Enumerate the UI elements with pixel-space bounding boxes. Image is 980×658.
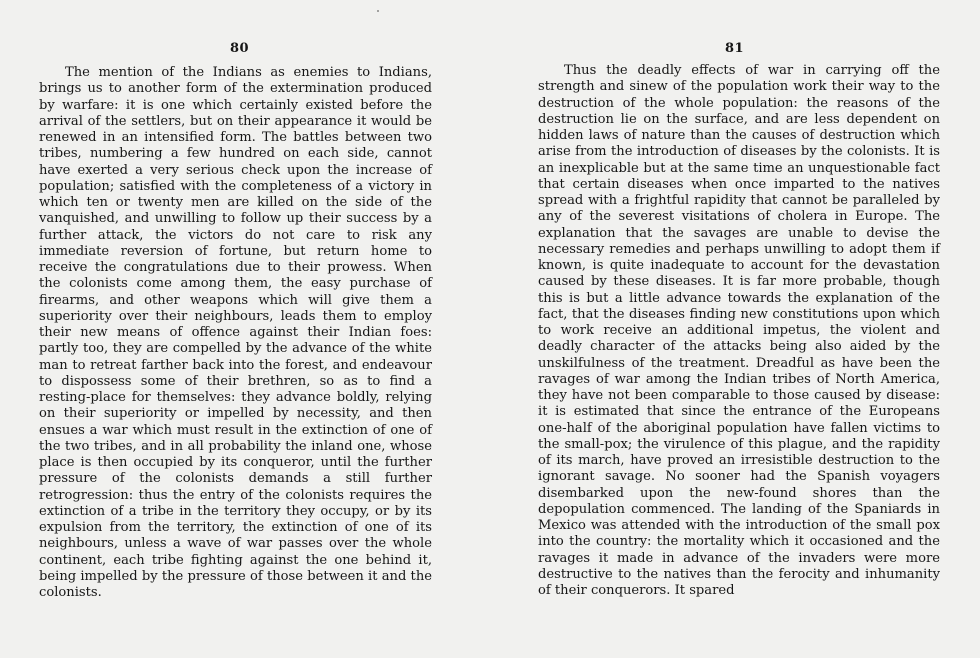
page-number-right: 81: [725, 41, 745, 56]
right-page-paragraph: Thus the deadly effects of war in carrying off the strength and sinew of the population work their way to the destruction of the whole population: the reasons of the destruction lie on the surface, and are less dependent on hidden laws of nature than the causes of destruction which arise from the introduction of diseases by the colonists. It is an inexplicable but at the same time an unquestionable fact that certain diseases when once imparted to the natives spread with a frightful rapidity that cannot be paralleled by any of the severest visitations of cholera in Europe. The explanation that the savages are unable to devise the necessary remedies and perhaps unwilling to adopt them if known, is quite inadequate to account for the devastation caused by these diseases. It is far more probable, though this is but a little advance towards the explanation of the fact, that the diseases finding new constitutions upon which to work receive an additional impetus, the violent and deadly character of the attacks being also aided by the unskilfulness of the treatment. Dreadful as have been the ravages of war among the Indian tribes of North America, they have not been comparable to those caused by disease: it is estimated that since the entrance of the Europeans one-half of the aboriginal population have fallen victims to the small-pox; the virulence of this plague, and the rapidity of its march, have proved an irresistible destruction to the ignorant savage. No sooner had the Spanish voyagers disembarked upon the new-found shores than the depopulation commenced. The landing of the Spaniards in Mexico was attended with the introduction of the small pox into the country: the mortality which it occasioned and the ravages it made in advance of the invaders were more destructive to the natives than the ferocity and inhumanity of their conquerors. It spared: [538, 63, 940, 598]
left-page-paragraph: The mention of the Indians as enemies to Indians, brings us to another form of the extermination produced by warfare: it is one which certainly existed before the arrival of the settlers, but on their appearance it would be renewed in an intensified form. The battles between two tribes, numbering a few hundred on each side, cannot have exerted a very serious check upon the increase of population; satisfied with the completeness of a victory in which ten or twenty men are killed on the side of the vanquished, and unwilling to follow up their success by a further attack, the victors do not care to risk any immediate reversion of fortune, but return home to receive the congratulations due to their prowess. When the colonists come among them, the easy purchase of firearms, and other weapons which will give them a superiority over their neighbours, leads them to employ their new means of offence against their Indian foes: partly too, they are compelled by the advance of the white man to retreat farther back into the forest, and endeavour to dispossess some of their brethren, so as to find a resting-place for themselves: they advance boldly, relying on their superiority or impelled by necessity, and then ensues a war which must result in the extinction of one of the two tribes, and in all probability the inland one, whose place is then occupied by its conqueror, until the further pressure of the colonists demands a still further retrogression: thus the entry of the colonists requires the extinction of a tribe in the territory they occupy, or by its expulsion from the territory, the extinction of one of its neighbours, unless a wave of war passes over the whole continent, each tribe fighting against the one behind it, being impelled by the pressure of those between it and the colonists.: [39, 65, 432, 600]
book-gutter: [488, 0, 489, 658]
scan-speck: [377, 10, 379, 12]
page-number-left: 80: [230, 41, 250, 56]
